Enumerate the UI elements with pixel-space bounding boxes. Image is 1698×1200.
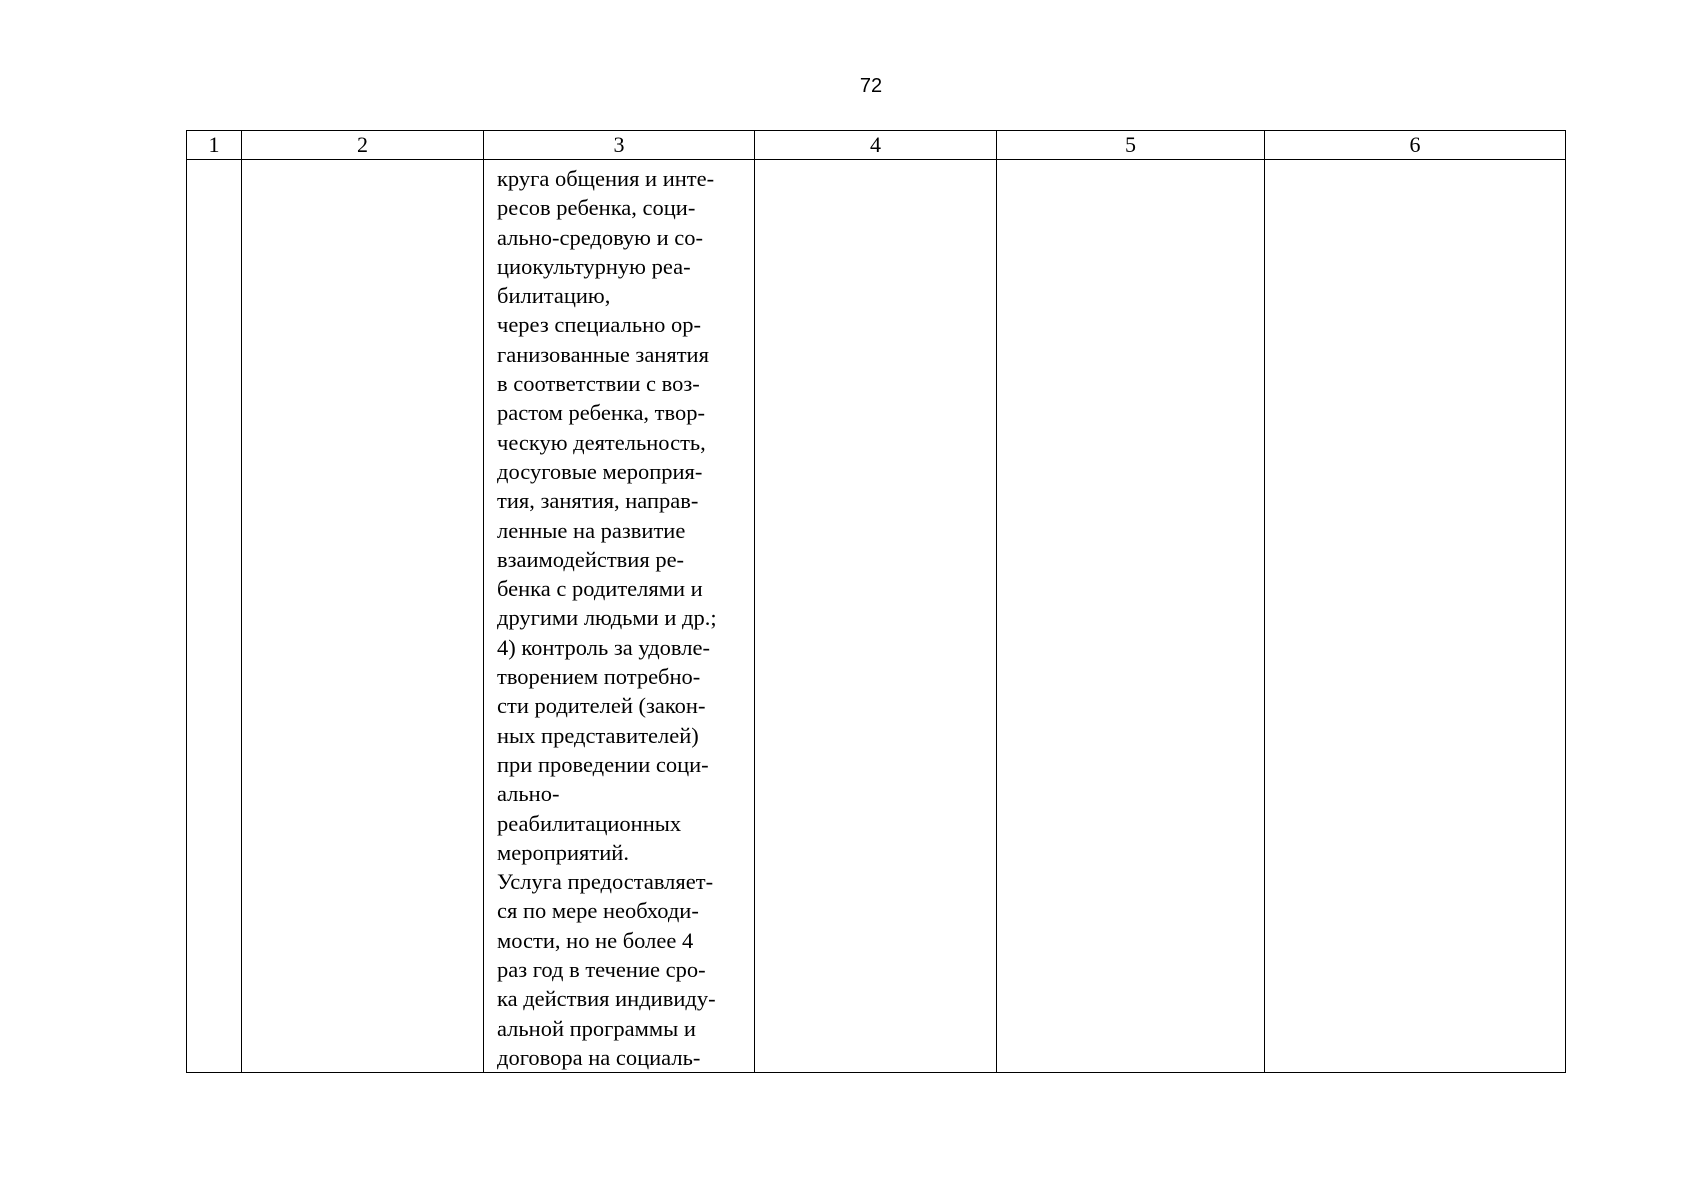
text-line: бенка с родителями и	[497, 576, 703, 602]
cell-col-4	[755, 160, 997, 1073]
text-line: досуговые мероприя-	[497, 458, 703, 484]
text-line: циокультурную реа-	[497, 253, 691, 279]
text-line: 4) контроль за удовле-	[497, 634, 710, 660]
table-row	[187, 160, 1566, 1073]
text-line: мероприятий.	[497, 839, 629, 865]
text-line: другими людьми и др.;	[497, 605, 717, 631]
text-line: договора на социаль-	[497, 1044, 701, 1070]
text-line: творением потребно-	[497, 664, 701, 690]
text-line: билитацию,	[497, 283, 611, 309]
text-line: через специально ор-	[497, 312, 702, 338]
text-line: сти родителей (закон-	[497, 693, 706, 719]
text-line: ресов ребенка, соци-	[497, 195, 696, 221]
cell-col-1	[187, 160, 242, 1073]
column-header-5: 5	[997, 131, 1265, 160]
text-line: ганизованные занятия	[497, 341, 709, 367]
service-description-text	[484, 160, 754, 1072]
text-line: альной программы и	[497, 1015, 696, 1041]
text-line: растом ребенка, твор-	[497, 400, 705, 426]
page-number: 72	[859, 75, 883, 97]
text-line: в соответствии с воз-	[497, 371, 700, 397]
text-line: ных представителей)	[497, 722, 699, 748]
column-header-2: 2	[242, 131, 484, 160]
column-header-6: 6	[1265, 131, 1566, 160]
text-line: ленные на развитие	[497, 517, 686, 543]
table-header-row	[187, 131, 1566, 160]
text-line: круга общения и инте-	[497, 166, 715, 191]
services-table	[186, 130, 1566, 1073]
column-header-3: 3	[484, 131, 755, 160]
text-line: раз год в течение сро-	[497, 957, 706, 983]
column-header-1: 1	[187, 131, 242, 160]
text-line: ся по мере необходи-	[497, 898, 699, 924]
column-header-4: 4	[755, 131, 997, 160]
text-line: реабилитационных	[497, 810, 682, 836]
cell-col-5	[997, 160, 1265, 1073]
cell-col-6	[1265, 160, 1566, 1073]
text-line: ально-средовую и со-	[497, 224, 704, 250]
text-line: Услуга предоставляет-	[497, 869, 714, 895]
text-line: ческую деятельность,	[497, 429, 706, 455]
cell-col-2	[242, 160, 484, 1073]
text-line: при проведении соци-	[497, 751, 709, 777]
text-line: ально-	[497, 781, 560, 807]
text-line: взаимодействия ре-	[497, 546, 685, 572]
cell-col-3	[484, 160, 755, 1073]
text-line: мости, но не более 4	[497, 927, 694, 953]
text-line: ка действия индивиду-	[497, 986, 716, 1012]
text-line: тия, занятия, направ-	[497, 488, 699, 514]
